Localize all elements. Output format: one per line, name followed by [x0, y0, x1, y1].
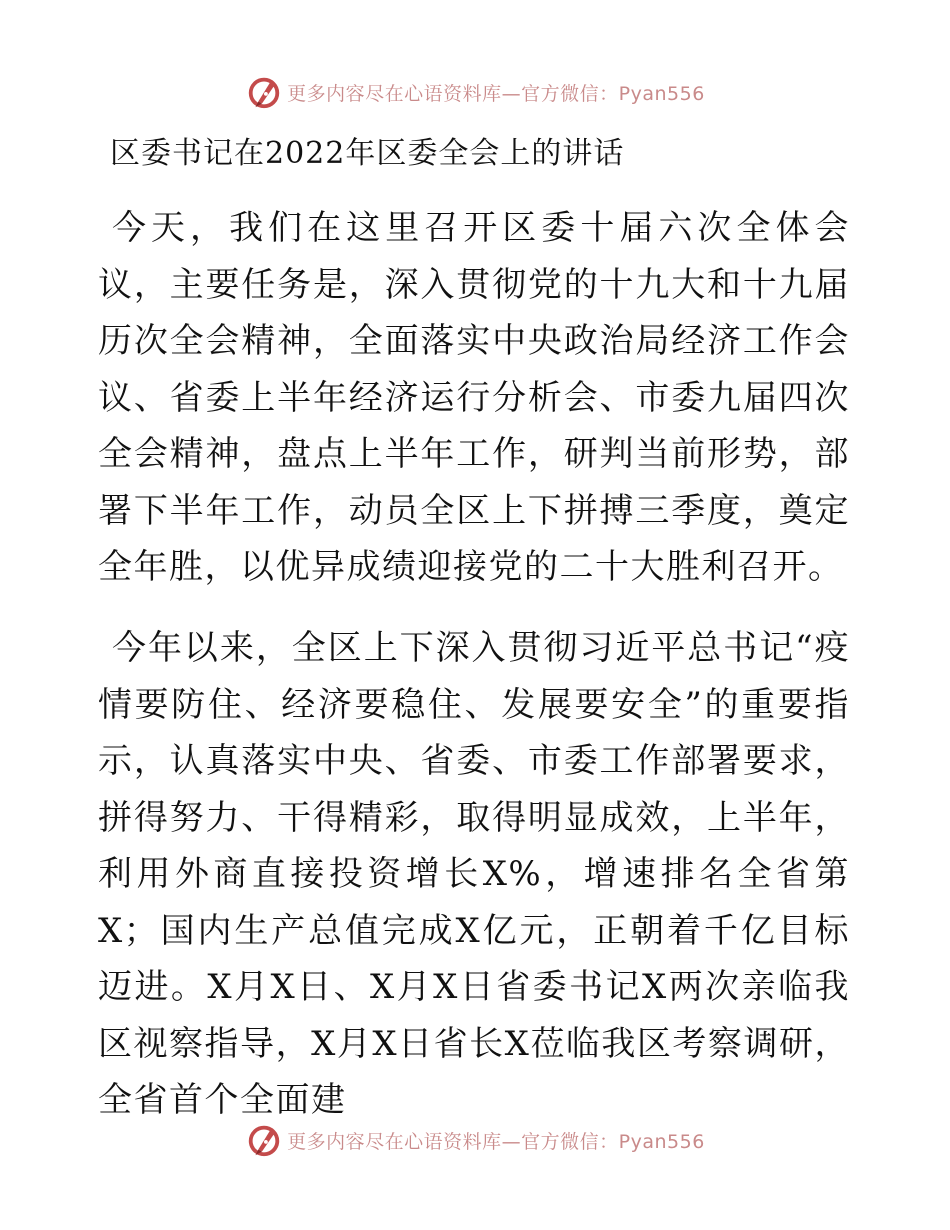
footer-watermark-banner: [0, 1120, 950, 1160]
document-title: 区委书记在2022年区委全会上的讲话: [110, 136, 625, 171]
body-paragraph-1: 今天，我们在这里召开区委十届六次全体会议，主要任务是，深入贯彻党的十九大和十九届历次全会精神，全面落实中央政治局经济工作会议、省委上半年经济运行分析会、市委九届四次全会精神，盘点上半年工作，研判当前形势，部署下半年工作，动员全区上下拼搏三季度，奠定全年胜，以优异成绩迎接党的二十大胜利召开。: [98, 208, 850, 587]
footer-watermark-text: 更多内容尽在心语资料库—官方微信：Pyan556: [287, 1130, 705, 1153]
header-watermark-text: 更多内容尽在心语资料库—官方微信：Pyan556: [287, 82, 705, 105]
pen-nib-logo-icon: [245, 1121, 283, 1159]
body-paragraph-2: 今年以来，全区上下深入贯彻习近平总书记“疫情要防住、经济要稳住、发展要安全”的重要指示，认真落实中央、省委、市委工作部署要求，拼得努力、干得精彩，取得明显成效，上半年，利用外商直接投资增长X%，增速排名全省第X；国内生产总值完成X亿元，正朝着千亿目标迈进。X月X日、X月X日省委书记X两次亲临我区视察指导，X月X日省长X莅临我区考察调研，全省首个全面建: [98, 628, 850, 1120]
pen-nib-logo-icon: [245, 73, 283, 111]
header-watermark-banner: [0, 72, 950, 112]
